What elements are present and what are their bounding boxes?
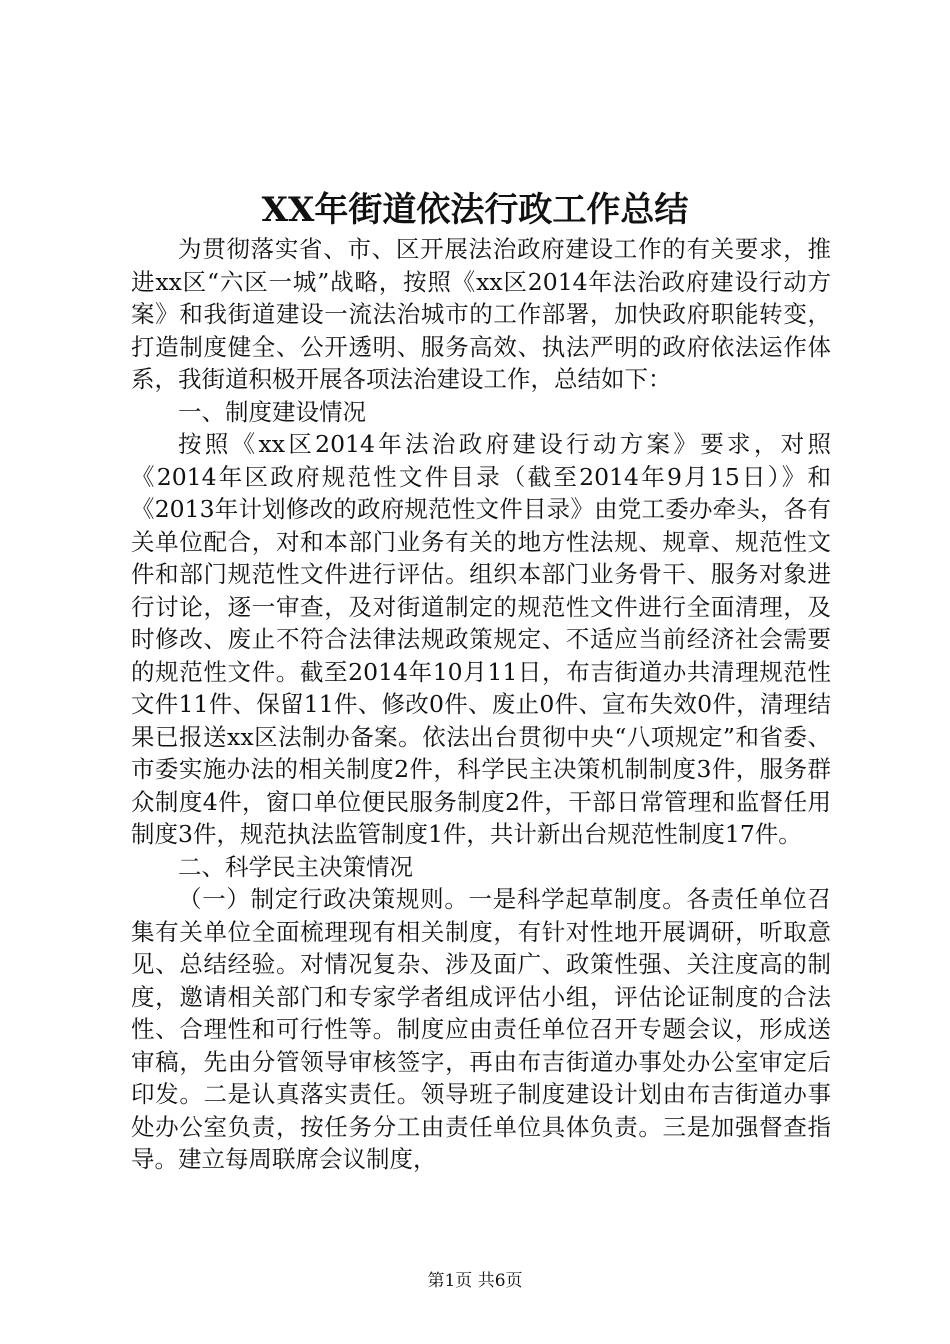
document-body	[131, 233, 831, 1176]
intro-paragraph: 为贯彻落实省、市、区开展法治政府建设工作的有关要求，推进xx区“六区一城”战略，按照《xx区2014年法治政府建设行动方案》和我街道建设一流法治城市的工作部署，加快政府职能转变，打造制度健全、公开透明、服务高效、执法严明的政府依法运作体系，我街道积极开展各项法治建设工作，总结如下：	[131, 235, 831, 393]
section-1-paragraph: 按照《xx区2014年法治政府建设行动方案》要求，对照《2014年区政府规范性文件目录（截至2014年9月15日）》和《2013年计划修改的政府规范性文件目录》由党工委办牵头，各有关单位配合，对和本部门业务有关的地方性法规、规章、规范性文件和部门规范性文件进行评估。组织本部门业务骨干、服务对象进行讨论，逐一审查，及对街道制定的规范性文件进行全面清理，及时修改、废止不符合法律法规政策规定、不适应当前经济社会需要的规范性文件。截至2014年10月11日，布吉街道办共清理规范性文件11件、保留11件、修改0件、废止0件、宣布失效0件，清理结果已报送xx区法制办备案。依法出台贯彻中央“八项规定”和省委、市委实施办法的相关制度2件，科学民主决策机制制度3件，服务群众制度4件，窗口单位便民服务制度2件，干部日常管理和监督任用制度3件，规范执法监管制度1件，共计新出台规范性制度17件。	[131, 430, 831, 848]
page-footer: 第1页 共6页	[427, 1271, 523, 1291]
section-heading-1: 一、制度建设情况	[178, 397, 366, 426]
section-heading-2: 二、科学民主决策情况	[178, 852, 413, 881]
document-title: XX年街道依法行政工作总结	[261, 190, 689, 230]
section-2-paragraph: （一）制定行政决策规则。一是科学起草制度。各责任单位召集有关单位全面梳理现有相关制度，有针对性地开展调研，听取意见、总结经验。对情况复杂、涉及面广、政策性强、关注度高的制度，邀请相关部门和专家学者组成评估小组，评估论证制度的合法性、合理性和可行性等。制度应由责任单位召开专题会议，形成送审稿，先由分管领导审核签字，再由布吉街道办事处办公室审定后印发。二是认真落实责任。领导班子制度建设计划由布吉街道办事处办公室负责，按任务分工由责任单位具体负责。三是加强督查指导。建立每周联席会议制度，	[131, 885, 831, 1173]
